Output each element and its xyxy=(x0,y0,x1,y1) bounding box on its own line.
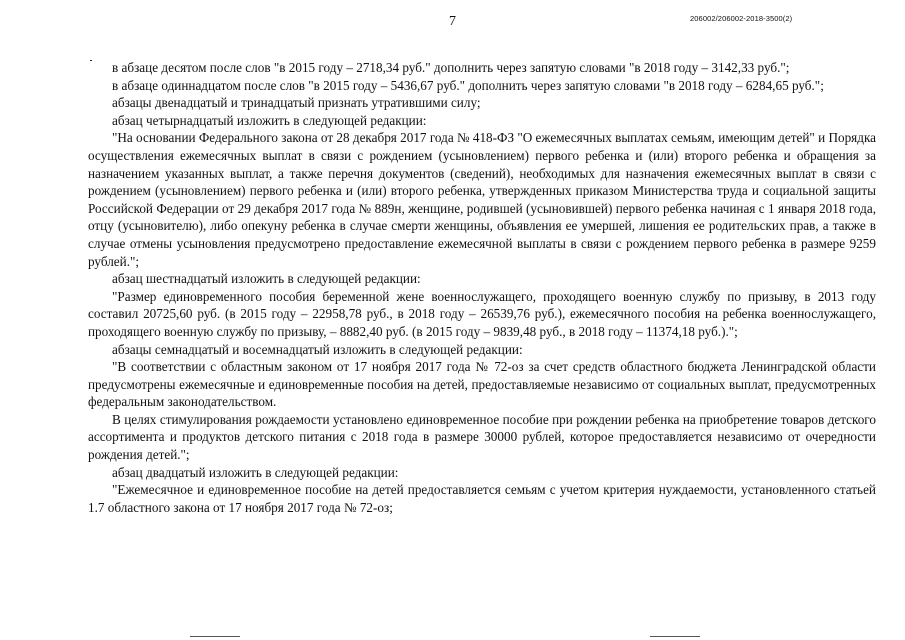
paragraph: абзац шестнадцатый изложить в следующей редакции: xyxy=(112,271,421,287)
paragraph: "Ежемесячное и единовременное пособие на детей предоставляется семьям с учетом критерия нуждаемости, установленного статьей 1.7 областного закона от 17 ноября 2017 года № 72-оз; xyxy=(88,482,876,515)
paragraph: в абзаце одиннадцатом после слов "в 2015 году – 5436,67 руб." дополнить через запятую словами "в 2018 году – 6284,65 руб."; xyxy=(112,77,824,93)
paragraph: абзацы двенадцатый и тринадцатый признать утратившими силу; xyxy=(112,95,481,111)
paragraph: абзац четырнадцатый изложить в следующей редакции: xyxy=(112,112,427,128)
paragraph: "На основании Федерального закона от 28 декабря 2017 года № 418-ФЗ "О ежемесячных выплатах семьям, имеющим детей" и Порядка осуществления ежемесячных выплат в связи с рождением (усыновлением) первого ребенка и (или) второго ребенка и обращения за назначением указанных выплат, а также перечня документов (сведений), необходимых для назначения ежемесячных выплат в связи с рождением (усыновлением) первого ребенка и (или) второго ребенка, утвержденных приказом Министерства труда и социальной защиты Российской Федерации от 29 декабря 2017 года № 889н, женщине, родившей (усыновившей) первого ребенка начиная с 1 января 2018 года, отцу (усыновителю), либо опекуну ребенка в случае смерти женщины, объявления ее умершей, лишения ее родительских прав, а также в случае отмены усыновления предусмотрено предоставление ежемесячной выплаты в связи с рождением первого ребенка в размере 9259 рублей."; xyxy=(88,130,877,269)
scan-edge-mark xyxy=(190,636,240,637)
paragraph: абзацы семнадцатый и восемнадцатый изложить в следующей редакции: xyxy=(112,341,523,357)
paragraph: в абзаце десятом после слов "в 2015 году – 2718,34 руб." дополнить через запятую словами "в 2018 году – 3142,33 руб."; xyxy=(112,60,790,75)
document-code: 206002/206002-2018-3500(2) xyxy=(690,14,793,23)
paragraph: В целях стимулирования рождаемости установлено единовременное пособие при рождении ребенка на приобретение товаров детского ассортимента и продуктов детского питания с 2018 года в размере 30000 рублей, которое предоставляется независимо от очередности рождения детей."; xyxy=(88,411,876,463)
page-number: 7 xyxy=(449,14,456,29)
paragraph: "В соответствии с областным законом от 17 ноября 2017 года № 72-оз за счет средств областного бюджета Ленинградской области предусмотрены ежемесячные и единовременные пособия на детей, предоставляемые независимо от социальных выплат, предусмотренных федеральным законодательством. xyxy=(88,359,876,410)
document-body xyxy=(88,59,876,516)
scan-edge-mark xyxy=(650,636,700,637)
paragraph: "Размер единовременного пособия беременной жене военнослужащего, проходящего военную службу по призыву, в 2013 году составил 20725,60 руб. (в 2015 году – 22958,78 руб., в 2018 году – 26539,76 руб.), ежемесячного пособия на ребенка военнослужащего, проходящего военную службу по призыву, – 8882,40 руб. (в 2015 году – 9839,48 руб., в 2018 году – 11374,18 руб.)."; xyxy=(88,288,876,339)
paragraph: абзац двадцатый изложить в следующей редакции: xyxy=(112,464,399,480)
